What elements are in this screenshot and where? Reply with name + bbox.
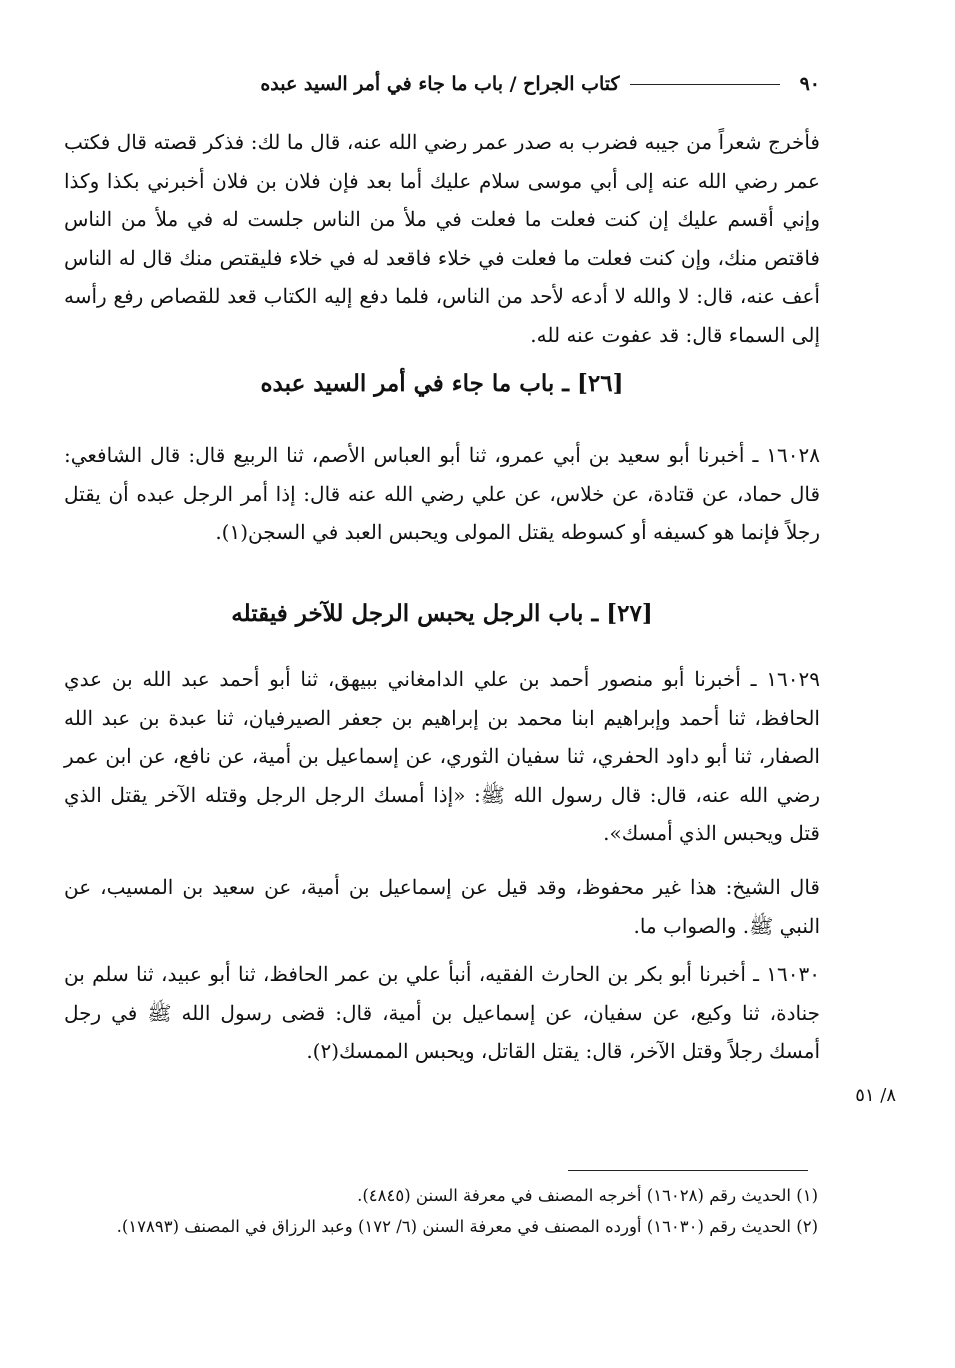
hadith-16028: ١٦٠٢٨ ـ أخبرنا أبو سعيد بن أبي عمرو، ثنا أبو العباس الأصم، ثنا الربيع قال: قال الشافعي: قال حماد، عن قتادة، عن خلاس، عن علي رضي الله عنه قال: إذا أمر الرجل عبده أن يقتل رجلاً فإنما هو كسيفه أو كسوطه يقتل المولى ويحبس العبد في السجن(١). (64, 443, 821, 544)
paragraph-continuation: فأخرج شعراً من جيبه فضرب به صدر عمر رضي الله عنه، قال ما لك: فذكر قصته قال فكتب عمر رضي الله عنه إلى أبي موسى سلام عليك أما بعد فإن فلان بن فلان أخبرني بكذا وكذا وإني أقسم عليك إن كنت فعلت ما فعلت في ملأ من الناس جلست له في ملأ من الناس فاقتص منك، وإن كنت فعلت ما فعلت في خلاء فاقعد له في خلاء فليقتص منك قال له الناس أعف عنه، قال: لا والله لا أدعه لأحد من الناس، فلما دفع إليه الكتاب قعد للقصاص رفع رأسه إلى السماء قال: قد عفوت عنه لله. (64, 130, 820, 347)
hadith-16030: ١٦٠٣٠ ـ أخبرنا أبو بكر بن الحارث الفقيه، أنبأ علي بن عمر الحافظ، ثنا أبو عبيد، ثنا سلم بن جنادة، ثنا وكيع، عن سفيان، عن إسماعيل بن أمية، قال: قضى رسول الله ﷺ في رجل أمسك رجلاً وقتل الآخر، قال: يقتل القاتل، ويحبس الممسك(٢). (64, 962, 820, 1063)
header-rule (630, 84, 780, 85)
hadith-16029: ١٦٠٢٩ ـ أخبرنا أبو منصور أحمد بن علي الدامغاني ببيهق، ثنا أبو أحمد عبد الله بن عدي الحافظ، ثنا أحمد وإبراهيم ابنا محمد بن إبراهيم بن جعفر الصيرفيان، ثنا عبدة بن عبد الله الصفار، ثنا أبو داود الحفري، ثنا سفيان الثوري، عن إسماعيل بن أمية، عن نافع، عن ابن عمر رضي الله عنه، قال: قال رسول الله ﷺ: «إذا أمسك الرجل الرجل وقتله الآخر يقتل الذي قتل ويحبس الذي أمسك». (64, 667, 820, 845)
footnotes (64, 1180, 818, 1242)
running-title: كتاب الجراح / باب ما جاء في أمر السيد عبده (260, 73, 620, 95)
chapter-heading-27: [٢٧] ـ باب الرجل يحبس الرجل للآخر فيقتله (231, 600, 653, 627)
sheikh-comment: قال الشيخ: هذا غير محفوظ، وقد قيل عن إسماعيل بن أمية، عن سعيد بن المسيب، عن النبي ﷺ. والصواب ما. (64, 875, 820, 938)
footnote-separator (568, 1170, 808, 1171)
chapter-heading-26: [٢٦] ـ باب ما جاء في أمر السيد عبده (260, 370, 624, 397)
page-number: ٩٠ (799, 73, 820, 95)
footnote-1: (١) الحديث رقم (١٦٠٢٨) أخرجه المصنف في معرفة السنن (٤٨٤٥). (357, 1186, 818, 1205)
page-header (60, 66, 820, 102)
footnote-2: (٢) الحديث رقم (١٦٠٣٠) أورده المصنف في معرفة السنن (٦/ ١٧٢) وعبد الرزاق في المصنف (١٧٨٩٣). (116, 1217, 818, 1236)
margin-volume-reference: ٨/ ٥١ (855, 1085, 896, 1106)
